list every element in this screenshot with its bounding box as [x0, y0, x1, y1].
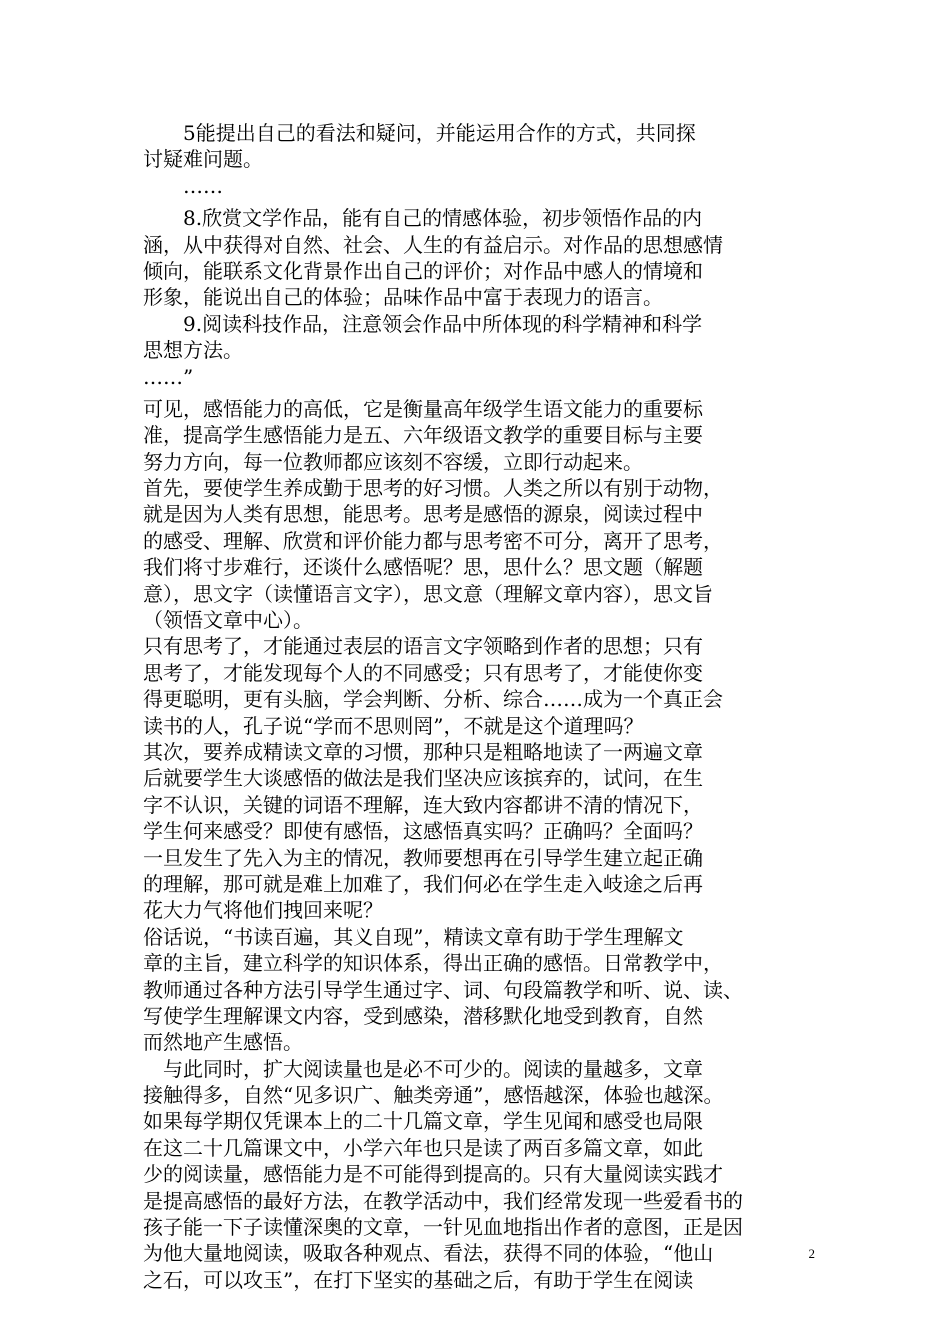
- text-line: 倾向，能联系文化背景作出自己的评价；对作品中感人的情境和: [143, 258, 703, 283]
- text-line: 如果每学期仅凭课本上的二十几篇文章，学生见闻和感受也局限: [143, 1109, 703, 1134]
- body-text: [143, 120, 807, 1293]
- text-line: 9.阅读科技作品，注意领会作品中所体现的科学精神和科学: [143, 311, 703, 336]
- text-line: 8.欣赏文学作品，能有自己的情感体验，初步领悟作品的内: [143, 206, 703, 231]
- text-line: 就是因为人类有思想，能思考。思考是感悟的源泉，阅读过程中: [143, 502, 703, 527]
- text-line: 讨疑难问题。: [143, 147, 263, 172]
- text-line: （领悟文章中心）。: [143, 608, 313, 633]
- page-number: 2: [808, 1246, 815, 1261]
- text-line: 思想方法。: [143, 338, 243, 363]
- text-line: 写使学生理解课文内容，受到感染，潜移默化地受到教育，自然: [143, 1003, 703, 1028]
- text-line: 为他大量地阅读，吸取各种观点、看法，获得不同的体验，“他山: [143, 1241, 714, 1266]
- text-line: 花大力气将他们拽回来呢？: [143, 898, 383, 923]
- text-line: 我们将寸步难行，还谈什么感悟呢？思，思什么？思文题（解题: [143, 555, 703, 580]
- text-line: 的理解，那可就是难上加难了，我们何必在学生走入岐途之后再: [143, 871, 703, 896]
- text-line: 是提高感悟的最好方法，在教学活动中，我们经常发现一些爱看书的: [143, 1188, 743, 1213]
- text-line: ……”: [143, 364, 194, 389]
- text-line: 后就要学生大谈感悟的做法是我们坚决应该摈弃的，试问，在生: [143, 766, 703, 791]
- text-line: 努力方向，每一位教师都应该刻不容缓，立即行动起来。: [143, 449, 643, 474]
- text-line: 字不认识，关键的词语不理解，连大致内容都讲不清的情况下，: [143, 792, 703, 817]
- text-line: 在这二十几篇课文中，小学六年也只是读了两百多篇文章，如此: [143, 1135, 703, 1160]
- text-line: ……: [143, 173, 223, 198]
- text-line: 其次，要养成精读文章的习惯，那种只是粗略地读了一两遍文章: [143, 739, 703, 764]
- text-line: 少的阅读量，感悟能力是不可能得到提高的。只有大量阅读实践才: [143, 1162, 723, 1187]
- text-line: 读书的人，孔子说“学而不思则罔”，不就是这个道理吗？: [143, 713, 644, 738]
- text-line: 章的主旨，建立科学的知识体系，得出正确的感悟。日常教学中，: [143, 951, 723, 976]
- text-line: 得更聪明，更有头脑，学会判断、分析、综合……成为一个真正会: [143, 687, 723, 712]
- text-line: 首先，要使学生养成勤于思考的好习惯。人类之所以有别于动物，: [143, 476, 723, 501]
- text-line: 准，提高学生感悟能力是五、六年级语文教学的重要目标与主要: [143, 423, 703, 448]
- text-line: 接触得多，自然“见多识广、触类旁通”，感悟越深，体验也越深。: [143, 1083, 724, 1108]
- text-line: 教师通过各种方法引导学生通过字、词、句段篇教学和听、说、读、: [143, 977, 743, 1002]
- text-line: 的感受、理解、欣赏和评价能力都与思考密不可分，离开了思考，: [143, 528, 723, 553]
- text-line: 涵，从中获得对自然、社会、人生的有益启示。对作品的思想感情: [143, 232, 723, 257]
- text-line: 意），思文字（读懂语言文字），思文意（理解文章内容），思文旨: [143, 581, 713, 606]
- text-line: 一旦发生了先入为主的情况，教师要想再在引导学生建立起正确: [143, 845, 703, 870]
- text-line: 只有思考了，才能通过表层的语言文字领略到作者的思想；只有: [143, 634, 703, 659]
- text-line: 形象，能说出自己的体验；品味作品中富于表现力的语言。: [143, 285, 663, 310]
- text-line: 5能提出自己的看法和疑问，并能运用合作的方式，共同探: [143, 121, 696, 145]
- text-line: 俗话说，“书读百遍，其义自现”，精读文章有助于学生理解文: [143, 924, 684, 949]
- text-line: 思考了，才能发现每个人的不同感受；只有思考了，才能使你变: [143, 660, 703, 685]
- text-line: 与此同时，扩大阅读量也是必不可少的。阅读的量越多，文章: [143, 1056, 703, 1081]
- text-line: 孩子能一下子读懂深奥的文章，一针见血地指出作者的意图，正是因: [143, 1215, 743, 1240]
- text-line: 可见，感悟能力的高低，它是衡量高年级学生语文能力的重要标: [143, 396, 703, 421]
- text-line: 学生何来感受？即使有感悟，这感悟真实吗？正确吗？全面吗？: [143, 819, 703, 844]
- text-line: 之石，可以攻玉”，在打下坚实的基础之后，有助于学生在阅读: [143, 1267, 694, 1292]
- text-line: 而然地产生感悟。: [143, 1030, 303, 1055]
